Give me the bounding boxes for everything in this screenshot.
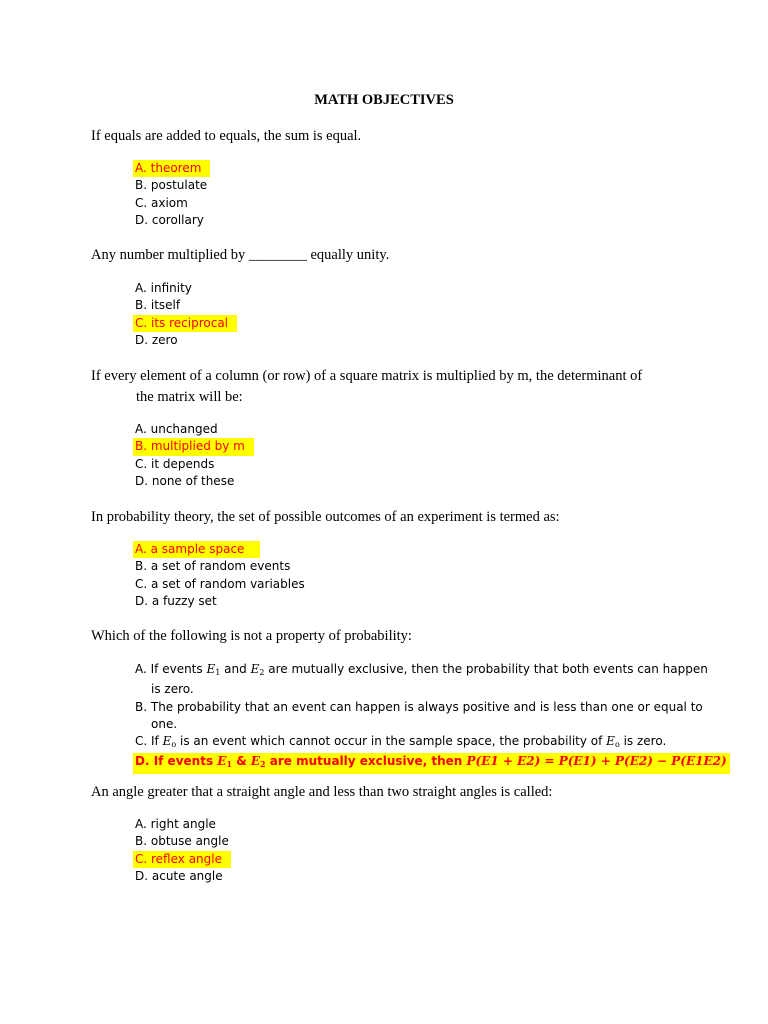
question-5-option-d [135, 753, 727, 773]
question-5-option-b: B. The probability that an event can happen is always positive and is less than one or equal to one. [135, 699, 703, 731]
question-1-option-d: D. corollary [135, 212, 204, 227]
question-6-option-d: D. acute angle [135, 868, 223, 883]
question-4-option-d: D. a fuzzy set [135, 593, 217, 608]
question-2-options [135, 280, 695, 349]
answer-highlight: A. theorem [133, 160, 210, 177]
question-2-option-d: D. zero [135, 332, 178, 347]
question-4-option-b: B. a set of random events [135, 559, 291, 574]
question-6-option-c [135, 851, 695, 868]
question-6-option-b: B. obtuse angle [135, 834, 229, 849]
question-1-option-a [135, 160, 695, 177]
answer-highlight: C. its reciprocal [133, 315, 237, 332]
question-1-options [135, 160, 695, 229]
page-title: MATH OBJECTIVES [314, 92, 454, 108]
question-1-option-b: B. postulate [135, 178, 208, 193]
question-4-options [135, 541, 695, 610]
question-1-text: If equals are added to equals, the sum is equal. [91, 128, 362, 144]
question-5-options [135, 661, 727, 774]
question-3-option-b [135, 438, 695, 455]
question-3-options [135, 421, 695, 490]
question-3-text [91, 366, 681, 408]
question-5-text: Which of the following is not a property of probability: [91, 628, 412, 644]
answer-highlight: D. If events $E_1$ & $E_2$ are mutually exclusive, then P(E1 + E2) = P(E1) + P(E2) − P(E1E2) [133, 753, 730, 773]
question-2-option-a: A. infinity [135, 281, 192, 295]
question-6-option-a: A. right angle [135, 817, 216, 831]
question-2-option-c [135, 315, 695, 332]
answer-highlight: C. reflex angle [133, 851, 231, 868]
question-3-option-a: A. unchanged [135, 422, 218, 436]
question-4-option-a [135, 541, 695, 558]
answer-highlight: A. a sample space [133, 541, 260, 558]
question-3-option-c: C. it depends [135, 456, 215, 471]
question-6-options [135, 816, 695, 885]
question-5-option-c: C. If $E_o$ is an event which cannot occur in the sample space, the probability of $E_o$ is zero. [135, 734, 667, 750]
question-4-text: In probability theory, the set of possible outcomes of an experiment is termed as: [91, 509, 560, 525]
answer-highlight: B. multiplied by m [133, 438, 254, 455]
question-3-line-2: the matrix will be: [136, 389, 243, 405]
question-6-text: An angle greater that a straight angle and less than two straight angles is called: [91, 784, 553, 800]
probability-formula: P(E1 + E2) = P(E1) + P(E2) − P(E1E2) [466, 754, 727, 769]
question-3-line-1: If every element of a column (or row) of a square matrix is multiplied by m, the determinant of [91, 368, 643, 384]
question-1-option-c: C. axiom [135, 195, 188, 210]
question-2-text: Any number multiplied by ________ equally unity. [91, 247, 390, 263]
question-4-option-c: C. a set of random variables [135, 576, 305, 591]
question-3-option-d: D. none of these [135, 473, 235, 488]
question-5-option-a: A. If events $E_1$ and $E_2$ are mutually exclusive, then the probability that both events can happen is zero. [135, 662, 708, 697]
question-2-option-b: B. itself [135, 298, 181, 313]
